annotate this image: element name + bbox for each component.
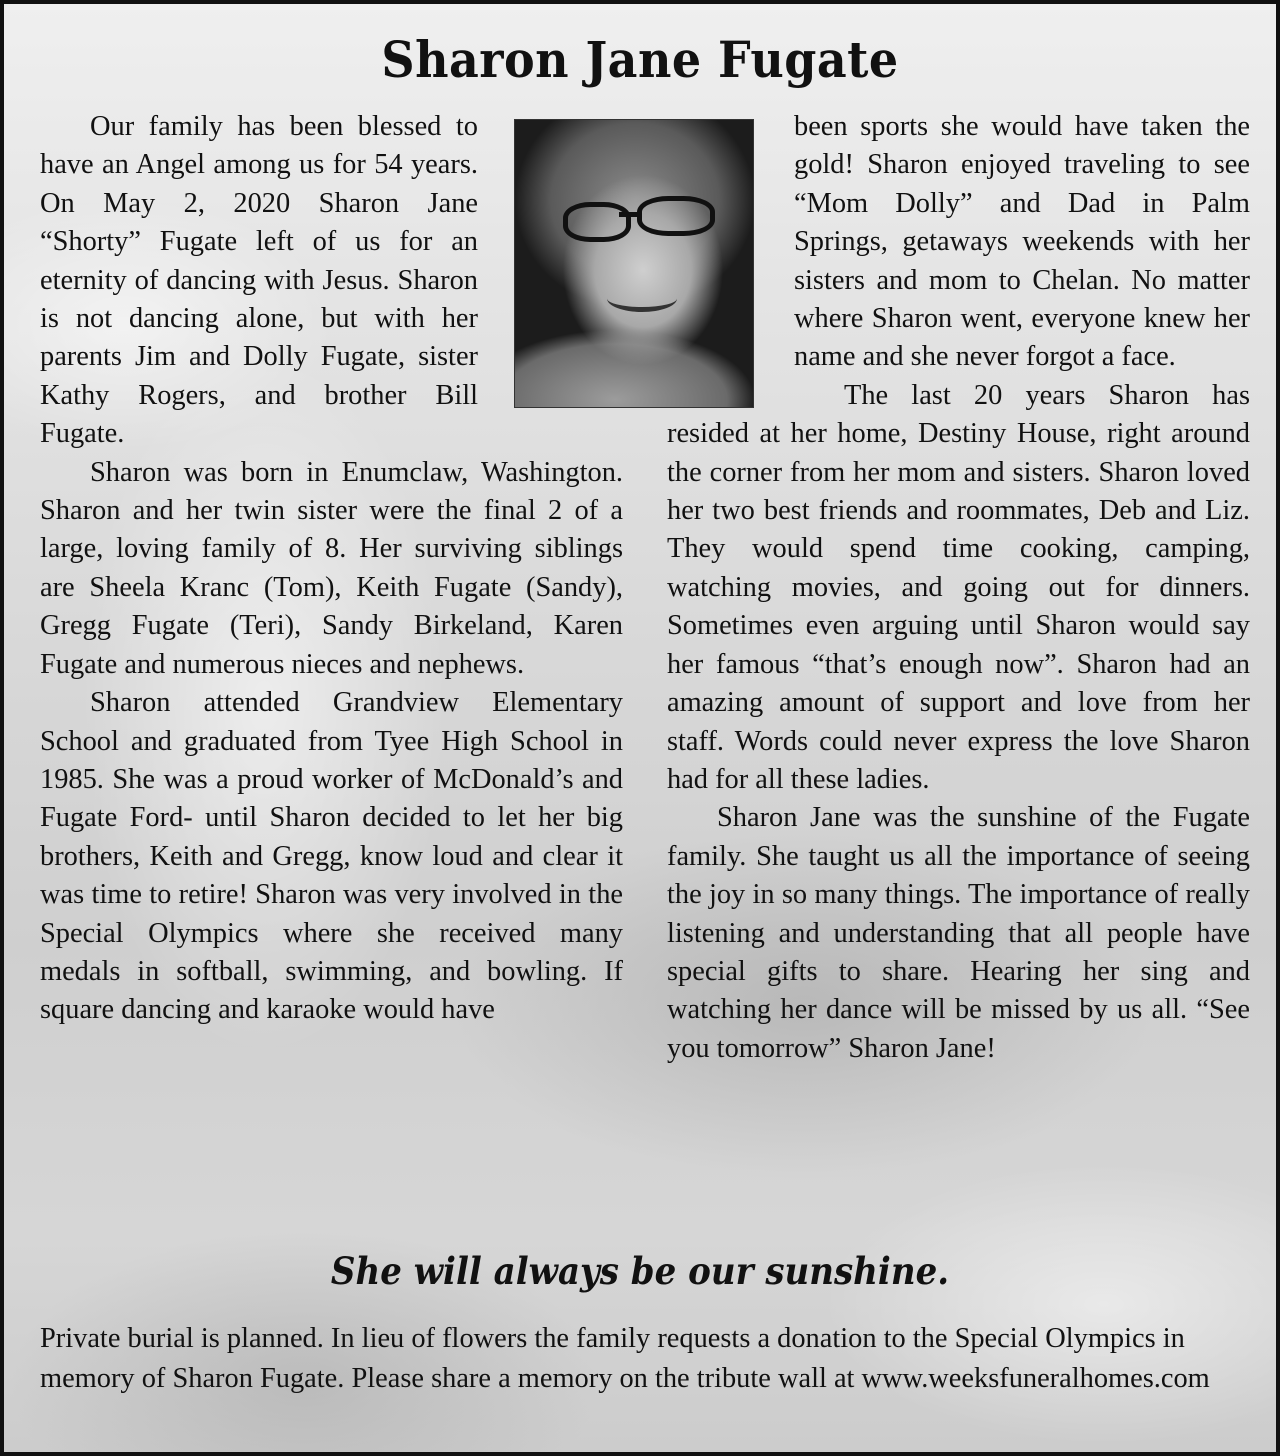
closing-text: Private burial is planned. In lieu of flowers the family requests a donation to the Special Olympics in memory of Sharon Fugate. Please share a memory on the tribute wall at www.weeksfuneralhomes.com — [40, 1323, 1210, 1394]
paragraph: been sports she would have taken the gold! Sharon enjoyed traveling to see “Mom Dolly” and Dad in Palm Springs, getaways weekends with her sisters and mom to Chelan. No matter where Sharon went, everyone knew her name and she never forgot a face. — [794, 111, 1250, 373]
closing-notice — [40, 1319, 1250, 1399]
photo-wrap-space — [667, 108, 794, 414]
right-column — [667, 108, 1250, 1068]
paragraph: Sharon attended Grandview Elementary School and graduated from Tyee High School in 1985. She was a proud worker of McDonald’s and Fugate Ford- until Sharon decided to let her big brothers, Keith and Gregg, know loud and clear it was time to retire! Sharon was very involved in the Special Olympics where she received many medals in softball, swimming, and bowling. If square dancing and karaoke would have — [40, 687, 623, 1026]
paragraph: Our family has been blessed to have an Angel among us for 54 years. On May 2, 2020 Sharon Jane “Shorty” Fugate left of us for an eternity of dancing with Jesus. Sharon is not dancing alone, but with her parents Jim and Dolly Fugate, sister Kathy Rogers, and brother Bill Fugate. — [40, 111, 478, 450]
photo-wrap-space — [478, 108, 623, 414]
obituary-title: Sharon Jane Fugate — [381, 30, 899, 89]
tagline: She will always be our sunshine. — [330, 1249, 950, 1293]
paragraph: Sharon was born in Enumclaw, Washington. Sharon and her twin sister were the final 2 of a large, loving family of 8. Her surviving siblings are Sheela Kranc (Tom), Keith Fugate (Sandy), Gregg Fugate (Teri), Sandy Birkeland, Karen Fugate and numerous nieces and nephews. — [40, 456, 623, 680]
paragraph: Sharon Jane was the sunshine of the Fugate family. She taught us all the importance of seeing the joy in so many things. The importance of really listening and understanding that all people have special gifts to share. Hearing her sing and watching her dance will be missed by us all. “See you tomorrow” Sharon Jane! — [667, 802, 1250, 1064]
paragraph: The last 20 years Sharon has resided at her home, Destiny House, right around the corner from her mom and sisters. Sharon loved her two best friends and roommates, Deb and Liz. They would spend time cooking, camping, watching movies, and going out for dinners. Sometimes even arguing until Sharon would say her famous “that’s enough now”. Sharon had an amazing amount of support and love from her staff. Words could never express the love Sharon had for all these ladies. — [667, 379, 1250, 795]
left-column — [40, 108, 623, 1030]
